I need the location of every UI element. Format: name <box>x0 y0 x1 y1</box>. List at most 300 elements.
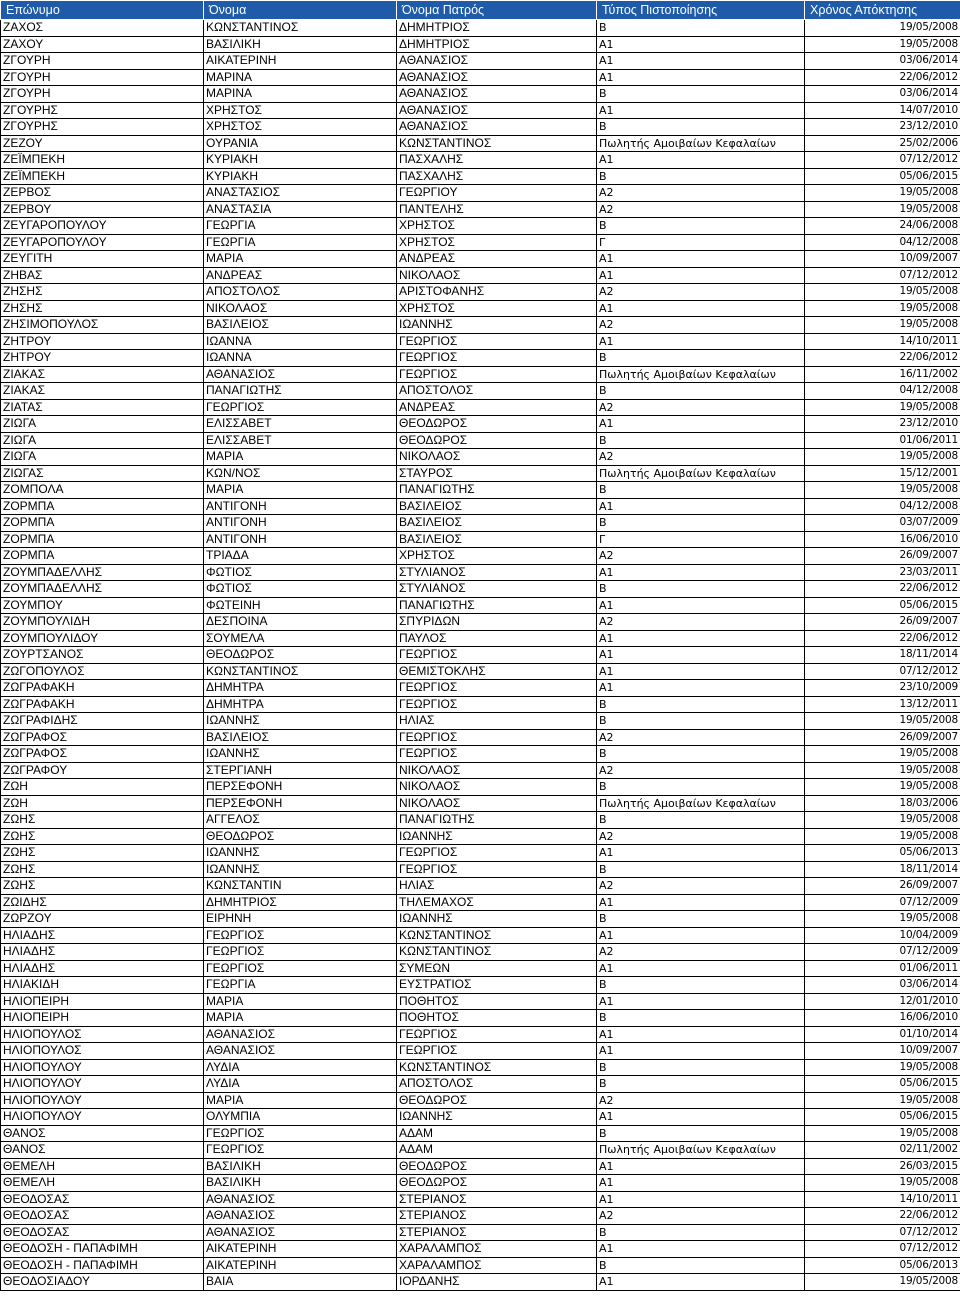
surname-cell: ΘΕΟΔΟΣΑΣ <box>1 1191 204 1208</box>
surname-cell: ΘΕΟΔΟΣΑΣ <box>1 1208 204 1225</box>
table-row <box>1 449 960 466</box>
table-row <box>1 581 960 598</box>
first-name-cell: ΠΕΡΣΕΦΟΝΗ <box>204 795 397 812</box>
table-row <box>1 317 960 334</box>
surname-cell: ΖΩΗΣ <box>1 878 204 895</box>
surname-cell: ΖΟΡΜΠΑ <box>1 548 204 565</box>
first-name-cell: ΑΠΟΣΤΟΛΟΣ <box>204 284 397 301</box>
father-name-cell: ΘΕΟΔΩΡΟΣ <box>397 1175 597 1192</box>
father-name-cell: ΓΕΩΡΓΙΟΣ <box>397 1026 597 1043</box>
surname-cell: ΖΓΟΥΡΗΣ <box>1 119 204 136</box>
certification-type-cell: Πωλητής Αμοιβαίων Κεφαλαίων <box>597 1142 805 1159</box>
certification-type-cell: Β <box>597 432 805 449</box>
surname-cell: ΖΕΪΜΠΕΚΗ <box>1 168 204 185</box>
certification-type-cell: Α2 <box>597 762 805 779</box>
father-name-cell: ΣΥΜΕΩΝ <box>397 960 597 977</box>
father-name-cell: ΙΩΑΝΝΗΣ <box>397 317 597 334</box>
first-name-cell: ΣΟΥΜΕΛΑ <box>204 630 397 647</box>
certification-type-cell: Α1 <box>597 1191 805 1208</box>
certification-type-cell: Α1 <box>597 1175 805 1192</box>
acquisition-date-cell: 26/09/2007 <box>805 614 960 631</box>
certification-type-cell: Α1 <box>597 845 805 862</box>
acquisition-date-cell: 07/12/2012 <box>805 663 960 680</box>
surname-cell: ΖΩΗΣ <box>1 861 204 878</box>
first-name-cell: ΦΩΤΕΙΝΗ <box>204 597 397 614</box>
column-header-first-name[interactable]: Όνομα <box>204 1 397 20</box>
father-name-cell: ΝΙΚΟΛΑΟΣ <box>397 762 597 779</box>
father-name-cell: ΚΩΝΣΤΑΝΤΙΝΟΣ <box>397 944 597 961</box>
acquisition-date-cell: 26/09/2007 <box>805 878 960 895</box>
certification-type-cell: Α1 <box>597 53 805 70</box>
father-name-cell: ΑΝΔΡΕΑΣ <box>397 399 597 416</box>
table-row <box>1 201 960 218</box>
table-row <box>1 20 960 37</box>
table-row <box>1 1092 960 1109</box>
table-row <box>1 597 960 614</box>
acquisition-date-cell: 26/09/2007 <box>805 548 960 565</box>
first-name-cell: ΓΕΩΡΓΙΑ <box>204 234 397 251</box>
surname-cell: ΖΟΜΠΟΛΑ <box>1 482 204 499</box>
first-name-cell: ΓΕΩΡΓΙΟΣ <box>204 1125 397 1142</box>
first-name-cell: ΘΕΟΔΩΡΟΣ <box>204 647 397 664</box>
father-name-cell: ΚΩΝΣΤΑΝΤΙΝΟΣ <box>397 1059 597 1076</box>
first-name-cell: ΑΘΑΝΑΣΙΟΣ <box>204 1026 397 1043</box>
surname-cell: ΘΑΝΟΣ <box>1 1125 204 1142</box>
acquisition-date-cell: 05/06/2015 <box>805 168 960 185</box>
first-name-cell: ΕΙΡΗΝΗ <box>204 911 397 928</box>
table-row <box>1 713 960 730</box>
surname-cell: ΖΕΥΓΙΤΗ <box>1 251 204 268</box>
surname-cell: ΘΕΜΕΛΗ <box>1 1158 204 1175</box>
first-name-cell: ΓΕΩΡΓΙΟΣ <box>204 944 397 961</box>
surname-cell: ΖΟΥΜΠΟΥΛΙΔΟΥ <box>1 630 204 647</box>
certification-type-cell: Α1 <box>597 36 805 53</box>
father-name-cell: ΔΗΜΗΤΡΙΟΣ <box>397 20 597 37</box>
father-name-cell: ΕΥΣΤΡΑΤΙΟΣ <box>397 977 597 994</box>
surname-cell: ΖΩΗ <box>1 779 204 796</box>
acquisition-date-cell: 23/12/2010 <box>805 119 960 136</box>
table-row <box>1 1208 960 1225</box>
table-row <box>1 135 960 152</box>
table-row <box>1 432 960 449</box>
surname-cell: ΖΩΡΖΟΥ <box>1 911 204 928</box>
surname-cell: ΖΗΤΡΟΥ <box>1 333 204 350</box>
first-name-cell: ΑΝΤΙΓΟΝΗ <box>204 531 397 548</box>
certification-type-cell: Β <box>597 746 805 763</box>
certification-type-cell: Α1 <box>597 69 805 86</box>
first-name-cell: ΤΡΙΑΔΑ <box>204 548 397 565</box>
surname-cell: ΖΩΗΣ <box>1 812 204 829</box>
acquisition-date-cell: 07/12/2012 <box>805 152 960 169</box>
table-row <box>1 36 960 53</box>
first-name-cell: ΚΩΝΣΤΑΝΤΙΝΟΣ <box>204 663 397 680</box>
first-name-cell: ΙΩΑΝΝΑ <box>204 333 397 350</box>
certification-type-cell: Α1 <box>597 960 805 977</box>
father-name-cell: ΔΗΜΗΤΡΙΟΣ <box>397 36 597 53</box>
father-name-cell: ΓΕΩΡΓΙΟΣ <box>397 746 597 763</box>
father-name-cell: ΣΤΕΡΙΑΝΟΣ <box>397 1191 597 1208</box>
first-name-cell: ΒΑΣΙΛΙΚΗ <box>204 1158 397 1175</box>
first-name-cell: ΚΩΝΣΤΑΝΤΙΝ <box>204 878 397 895</box>
certification-type-cell: Α2 <box>597 1208 805 1225</box>
acquisition-date-cell: 18/11/2014 <box>805 647 960 664</box>
father-name-cell: ΠΑΝΤΕΛΗΣ <box>397 201 597 218</box>
acquisition-date-cell: 19/05/2008 <box>805 762 960 779</box>
first-name-cell: ΓΕΩΡΓΙΑ <box>204 218 397 235</box>
acquisition-date-cell: 19/05/2008 <box>805 201 960 218</box>
first-name-cell: ΑΝΑΣΤΑΣΙΑ <box>204 201 397 218</box>
father-name-cell: ΣΤΥΛΙΑΝΟΣ <box>397 564 597 581</box>
acquisition-date-cell: 23/03/2011 <box>805 564 960 581</box>
first-name-cell: ΔΗΜΗΤΡΑ <box>204 696 397 713</box>
first-name-cell: ΙΩΑΝΝΗΣ <box>204 713 397 730</box>
certification-type-cell: Α2 <box>597 449 805 466</box>
father-name-cell: ΧΑΡΑΛΑΜΠΟΣ <box>397 1241 597 1258</box>
first-name-cell: ΘΕΟΔΩΡΟΣ <box>204 828 397 845</box>
surname-cell: ΖΗΒΑΣ <box>1 267 204 284</box>
first-name-cell: ΛΥΔΙΑ <box>204 1059 397 1076</box>
surname-cell: ΖΟΡΜΠΑ <box>1 498 204 515</box>
surname-cell: ΖΟΡΜΠΑ <box>1 515 204 532</box>
surname-cell: ΘΕΟΔΟΣΗ - ΠΑΠΑΦΙΜΗ <box>1 1241 204 1258</box>
father-name-cell: ΑΠΟΣΤΟΛΟΣ <box>397 1076 597 1093</box>
first-name-cell: ΑΘΑΝΑΣΙΟΣ <box>204 1191 397 1208</box>
father-name-cell: ΑΝΔΡΕΑΣ <box>397 251 597 268</box>
father-name-cell: ΓΕΩΡΓΙΟΣ <box>397 647 597 664</box>
first-name-cell: ΓΕΩΡΓΙΟΣ <box>204 960 397 977</box>
table-row <box>1 350 960 367</box>
father-name-cell: ΠΟΘΗΤΟΣ <box>397 993 597 1010</box>
acquisition-date-cell: 16/11/2002 <box>805 366 960 383</box>
table-row <box>1 300 960 317</box>
table-row <box>1 465 960 482</box>
certification-type-cell: Β <box>597 696 805 713</box>
acquisition-date-cell: 07/12/2009 <box>805 944 960 961</box>
first-name-cell: ΠΑΝΑΓΙΩΤΗΣ <box>204 383 397 400</box>
table-row <box>1 1026 960 1043</box>
surname-cell: ΘΕΟΔΟΣΑΣ <box>1 1224 204 1241</box>
father-name-cell: ΣΤΕΡΙΑΝΟΣ <box>397 1224 597 1241</box>
acquisition-date-cell: 07/12/2012 <box>805 1224 960 1241</box>
first-name-cell: ΓΕΩΡΓΙΑ <box>204 977 397 994</box>
certification-type-cell: Α1 <box>597 1158 805 1175</box>
table-row <box>1 531 960 548</box>
certification-type-cell: Α2 <box>597 317 805 334</box>
first-name-cell: ΠΕΡΣΕΦΟΝΗ <box>204 779 397 796</box>
column-header-acquisition-date[interactable]: Χρόνος Απόκτησης <box>805 1 960 20</box>
certification-type-cell: Α2 <box>597 828 805 845</box>
certification-type-cell: Α1 <box>597 1241 805 1258</box>
first-name-cell: ΦΩΤΙΟΣ <box>204 581 397 598</box>
certification-type-cell: Γ <box>597 531 805 548</box>
first-name-cell: ΜΑΡΙΝΑ <box>204 69 397 86</box>
surname-cell: ΗΛΙΑΔΗΣ <box>1 944 204 961</box>
acquisition-date-cell: 02/11/2002 <box>805 1142 960 1159</box>
acquisition-date-cell: 01/06/2011 <box>805 432 960 449</box>
first-name-cell: ΒΑΣΙΛΙΚΗ <box>204 1175 397 1192</box>
acquisition-date-cell: 24/06/2008 <box>805 218 960 235</box>
certification-type-cell: Α1 <box>597 1274 805 1291</box>
certification-type-cell: Β <box>597 1224 805 1241</box>
table-row <box>1 218 960 235</box>
first-name-cell: ΒΑΣΙΛΙΚΗ <box>204 36 397 53</box>
certification-type-cell: Α1 <box>597 597 805 614</box>
first-name-cell: ΣΤΕΡΓΙΑΝΗ <box>204 762 397 779</box>
certification-type-cell: Α1 <box>597 498 805 515</box>
father-name-cell: ΓΕΩΡΓΙΟΥ <box>397 185 597 202</box>
certification-type-cell: Β <box>597 1125 805 1142</box>
father-name-cell: ΧΡΗΣΤΟΣ <box>397 234 597 251</box>
father-name-cell: ΠΟΘΗΤΟΣ <box>397 1010 597 1027</box>
certification-type-cell: Β <box>597 1076 805 1093</box>
acquisition-date-cell: 19/05/2008 <box>805 449 960 466</box>
surname-cell: ΖΗΣΙΜΟΠΟΥΛΟΣ <box>1 317 204 334</box>
surname-cell: ΖΙΩΓΑΣ <box>1 465 204 482</box>
surname-cell: ΖΕΥΓΑΡΟΠΟΥΛΟΥ <box>1 234 204 251</box>
first-name-cell: ΙΩΑΝΝΑ <box>204 350 397 367</box>
first-name-cell: ΜΑΡΙΑ <box>204 1010 397 1027</box>
acquisition-date-cell: 10/09/2007 <box>805 251 960 268</box>
table-row <box>1 284 960 301</box>
certification-type-cell: Α2 <box>597 399 805 416</box>
column-header-father-name[interactable]: Όνομα Πατρός <box>397 1 597 20</box>
acquisition-date-cell: 18/11/2014 <box>805 861 960 878</box>
acquisition-date-cell: 26/03/2015 <box>805 1158 960 1175</box>
first-name-cell: ΓΕΩΡΓΙΟΣ <box>204 399 397 416</box>
acquisition-date-cell: 04/12/2008 <box>805 383 960 400</box>
first-name-cell: ΧΡΗΣΤΟΣ <box>204 102 397 119</box>
table-row <box>1 680 960 697</box>
father-name-cell: ΣΤΕΡΙΑΝΟΣ <box>397 1208 597 1225</box>
father-name-cell: ΑΘΑΝΑΣΙΟΣ <box>397 53 597 70</box>
father-name-cell: ΑΔΑΜ <box>397 1125 597 1142</box>
acquisition-date-cell: 14/10/2011 <box>805 333 960 350</box>
first-name-cell: ΧΡΗΣΤΟΣ <box>204 119 397 136</box>
first-name-cell: ΚΩΝ/ΝΟΣ <box>204 465 397 482</box>
first-name-cell: ΑΝΤΙΓΟΝΗ <box>204 498 397 515</box>
certification-type-cell: Β <box>597 119 805 136</box>
table-row <box>1 779 960 796</box>
table-row <box>1 119 960 136</box>
column-header-certification-type[interactable]: Τύπος Πιστοποίησης <box>597 1 805 20</box>
certification-type-cell: Α1 <box>597 251 805 268</box>
father-name-cell: ΓΕΩΡΓΙΟΣ <box>397 366 597 383</box>
certification-type-cell: Β <box>597 515 805 532</box>
certification-type-cell: Β <box>597 168 805 185</box>
acquisition-date-cell: 03/06/2014 <box>805 53 960 70</box>
surname-cell: ΗΛΙΟΠΕΙΡΗ <box>1 1010 204 1027</box>
certification-type-cell: Β <box>597 581 805 598</box>
certification-type-cell: Β <box>597 383 805 400</box>
certification-type-cell: Α1 <box>597 102 805 119</box>
surname-cell: ΖΑΧΟΥ <box>1 36 204 53</box>
surname-cell: ΖΓΟΥΡΗΣ <box>1 102 204 119</box>
father-name-cell: ΚΩΝΣΤΑΝΤΙΝΟΣ <box>397 135 597 152</box>
first-name-cell: ΔΗΜΗΤΡΑ <box>204 680 397 697</box>
acquisition-date-cell: 19/05/2008 <box>805 1274 960 1291</box>
surname-cell: ΗΛΙΟΠΟΥΛΟΥ <box>1 1109 204 1126</box>
table-row <box>1 1125 960 1142</box>
first-name-cell: ΙΩΑΝΝΗΣ <box>204 861 397 878</box>
surname-cell: ΖΩΓΡΑΦΟΥ <box>1 762 204 779</box>
surname-cell: ΖΩΗΣ <box>1 845 204 862</box>
father-name-cell: ΒΑΣΙΛΕΙΟΣ <box>397 498 597 515</box>
acquisition-date-cell: 19/05/2008 <box>805 1175 960 1192</box>
certification-type-cell: Α1 <box>597 267 805 284</box>
first-name-cell: ΒΑΣΙΛΕΙΟΣ <box>204 317 397 334</box>
surname-cell: ΖΕΡΒΟΥ <box>1 201 204 218</box>
acquisition-date-cell: 03/06/2014 <box>805 86 960 103</box>
table-row <box>1 234 960 251</box>
surname-cell: ΗΛΙΟΠΟΥΛΟΥ <box>1 1092 204 1109</box>
acquisition-date-cell: 22/06/2012 <box>805 630 960 647</box>
surname-cell: ΖΟΥΜΠΟΥΛΙΔΗ <box>1 614 204 631</box>
first-name-cell: ΝΙΚΟΛΑΟΣ <box>204 300 397 317</box>
certification-type-cell: Α1 <box>597 630 805 647</box>
surname-cell: ΘΕΟΔΟΣΙΑΔΟΥ <box>1 1274 204 1291</box>
acquisition-date-cell: 18/03/2006 <box>805 795 960 812</box>
father-name-cell: ΓΕΩΡΓΙΟΣ <box>397 729 597 746</box>
acquisition-date-cell: 10/04/2009 <box>805 927 960 944</box>
certification-type-cell: Α1 <box>597 894 805 911</box>
father-name-cell: ΘΕΟΔΩΡΟΣ <box>397 432 597 449</box>
certification-type-cell: Α1 <box>597 1109 805 1126</box>
first-name-cell: ΙΩΑΝΝΗΣ <box>204 746 397 763</box>
acquisition-date-cell: 25/02/2006 <box>805 135 960 152</box>
first-name-cell: ΕΛΙΣΣΑΒΕΤ <box>204 432 397 449</box>
surname-cell: ΖΟΥΡΤΣΑΝΟΣ <box>1 647 204 664</box>
acquisition-date-cell: 16/06/2010 <box>805 1010 960 1027</box>
table-row <box>1 515 960 532</box>
surname-cell: ΖΟΥΜΠΑΔΕΛΛΗΣ <box>1 564 204 581</box>
first-name-cell: ΜΑΡΙΝΑ <box>204 86 397 103</box>
table-row <box>1 1175 960 1192</box>
first-name-cell: ΑΙΚΑΤΕΡΙΝΗ <box>204 1241 397 1258</box>
father-name-cell: ΠΑΣΧΑΛΗΣ <box>397 168 597 185</box>
table-row <box>1 614 960 631</box>
certification-type-cell: Β <box>597 20 805 37</box>
table-row <box>1 944 960 961</box>
surname-cell: ΖΩΓΡΑΦΟΣ <box>1 729 204 746</box>
father-name-cell: ΣΤΥΛΙΑΝΟΣ <box>397 581 597 598</box>
table-row <box>1 960 960 977</box>
acquisition-date-cell: 03/07/2009 <box>805 515 960 532</box>
surname-cell: ΖΓΟΥΡΗ <box>1 69 204 86</box>
table-row <box>1 696 960 713</box>
column-header-surname[interactable]: Επώνυμο <box>1 1 204 20</box>
acquisition-date-cell: 22/06/2012 <box>805 581 960 598</box>
father-name-cell: ΓΕΩΡΓΙΟΣ <box>397 350 597 367</box>
surname-cell: ΖΓΟΥΡΗ <box>1 86 204 103</box>
acquisition-date-cell: 13/12/2011 <box>805 696 960 713</box>
first-name-cell: ΔΕΣΠΟΙΝΑ <box>204 614 397 631</box>
first-name-cell: ΦΩΤΙΟΣ <box>204 564 397 581</box>
table-row <box>1 729 960 746</box>
certification-type-cell: Β <box>597 977 805 994</box>
surname-cell: ΗΛΙΟΠΟΥΛΟΥ <box>1 1076 204 1093</box>
acquisition-date-cell: 14/07/2010 <box>805 102 960 119</box>
first-name-cell: ΙΩΑΝΝΗΣ <box>204 845 397 862</box>
first-name-cell: ΑΙΚΑΤΕΡΙΝΗ <box>204 53 397 70</box>
surname-cell: ΗΛΙΟΠΟΥΛΟΥ <box>1 1059 204 1076</box>
first-name-cell: ΚΥΡΙΑΚΗ <box>204 168 397 185</box>
surname-cell: ΖΕΥΓΑΡΟΠΟΥΛΟΥ <box>1 218 204 235</box>
table-row <box>1 878 960 895</box>
first-name-cell: ΚΥΡΙΑΚΗ <box>204 152 397 169</box>
table-row <box>1 795 960 812</box>
father-name-cell: ΓΕΩΡΓΙΟΣ <box>397 680 597 697</box>
table-row <box>1 168 960 185</box>
acquisition-date-cell: 04/12/2008 <box>805 498 960 515</box>
father-name-cell: ΓΕΩΡΓΙΟΣ <box>397 1043 597 1060</box>
first-name-cell: ΑΘΑΝΑΣΙΟΣ <box>204 1208 397 1225</box>
acquisition-date-cell: 19/05/2008 <box>805 1059 960 1076</box>
father-name-cell: ΙΩΑΝΝΗΣ <box>397 911 597 928</box>
surname-cell: ΖΗΤΡΟΥ <box>1 350 204 367</box>
certification-type-cell: Β <box>597 1010 805 1027</box>
acquisition-date-cell: 22/06/2012 <box>805 69 960 86</box>
acquisition-date-cell: 16/06/2010 <box>805 531 960 548</box>
table-row <box>1 498 960 515</box>
acquisition-date-cell: 19/05/2008 <box>805 812 960 829</box>
table-row <box>1 482 960 499</box>
father-name-cell: ΧΑΡΑΛΑΜΠΟΣ <box>397 1257 597 1274</box>
certification-type-cell: Πωλητής Αμοιβαίων Κεφαλαίων <box>597 366 805 383</box>
first-name-cell: ΕΛΙΣΣΑΒΕΤ <box>204 416 397 433</box>
certification-type-cell: Β <box>597 713 805 730</box>
acquisition-date-cell: 01/10/2014 <box>805 1026 960 1043</box>
surname-cell: ΖΙΑΤΑΣ <box>1 399 204 416</box>
surname-cell: ΗΛΙΟΠΟΥΛΟΣ <box>1 1026 204 1043</box>
table-row <box>1 1274 960 1291</box>
father-name-cell: ΠΑΝΑΓΙΩΤΗΣ <box>397 482 597 499</box>
certification-type-cell: Α1 <box>597 300 805 317</box>
surname-cell: ΗΛΙΑΔΗΣ <box>1 960 204 977</box>
father-name-cell: ΑΘΑΝΑΣΙΟΣ <box>397 86 597 103</box>
table-row <box>1 993 960 1010</box>
certification-type-cell: Α2 <box>597 548 805 565</box>
table-row <box>1 894 960 911</box>
surname-cell: ΖΟΥΜΠΟΥ <box>1 597 204 614</box>
first-name-cell: ΚΩΝΣΤΑΝΤΙΝΟΣ <box>204 20 397 37</box>
table-row <box>1 564 960 581</box>
acquisition-date-cell: 19/05/2008 <box>805 36 960 53</box>
table-row <box>1 416 960 433</box>
surname-cell: ΖΗΣΗΣ <box>1 300 204 317</box>
surname-cell: ΖΙΩΓΑ <box>1 416 204 433</box>
table-row <box>1 746 960 763</box>
surname-cell: ΗΛΙΟΠΟΥΛΟΣ <box>1 1043 204 1060</box>
acquisition-date-cell: 19/05/2008 <box>805 317 960 334</box>
first-name-cell: ΑΙΚΑΤΕΡΙΝΗ <box>204 1257 397 1274</box>
surname-cell: ΗΛΙΑΔΗΣ <box>1 927 204 944</box>
father-name-cell: ΙΟΡΔΑΝΗΣ <box>397 1274 597 1291</box>
certification-type-cell: Α2 <box>597 944 805 961</box>
surname-cell: ΖΙΩΓΑ <box>1 449 204 466</box>
certification-type-cell: Β <box>597 218 805 235</box>
father-name-cell: ΚΩΝΣΤΑΝΤΙΝΟΣ <box>397 927 597 944</box>
table-row <box>1 1224 960 1241</box>
table-row <box>1 251 960 268</box>
first-name-cell: ΜΑΡΙΑ <box>204 993 397 1010</box>
certification-type-cell: Α1 <box>597 663 805 680</box>
father-name-cell: ΠΑΣΧΑΛΗΣ <box>397 152 597 169</box>
certification-type-cell: Α1 <box>597 333 805 350</box>
certification-type-cell: Β <box>597 1257 805 1274</box>
father-name-cell: ΙΩΑΝΝΗΣ <box>397 1109 597 1126</box>
table-row <box>1 267 960 284</box>
table-row <box>1 1257 960 1274</box>
